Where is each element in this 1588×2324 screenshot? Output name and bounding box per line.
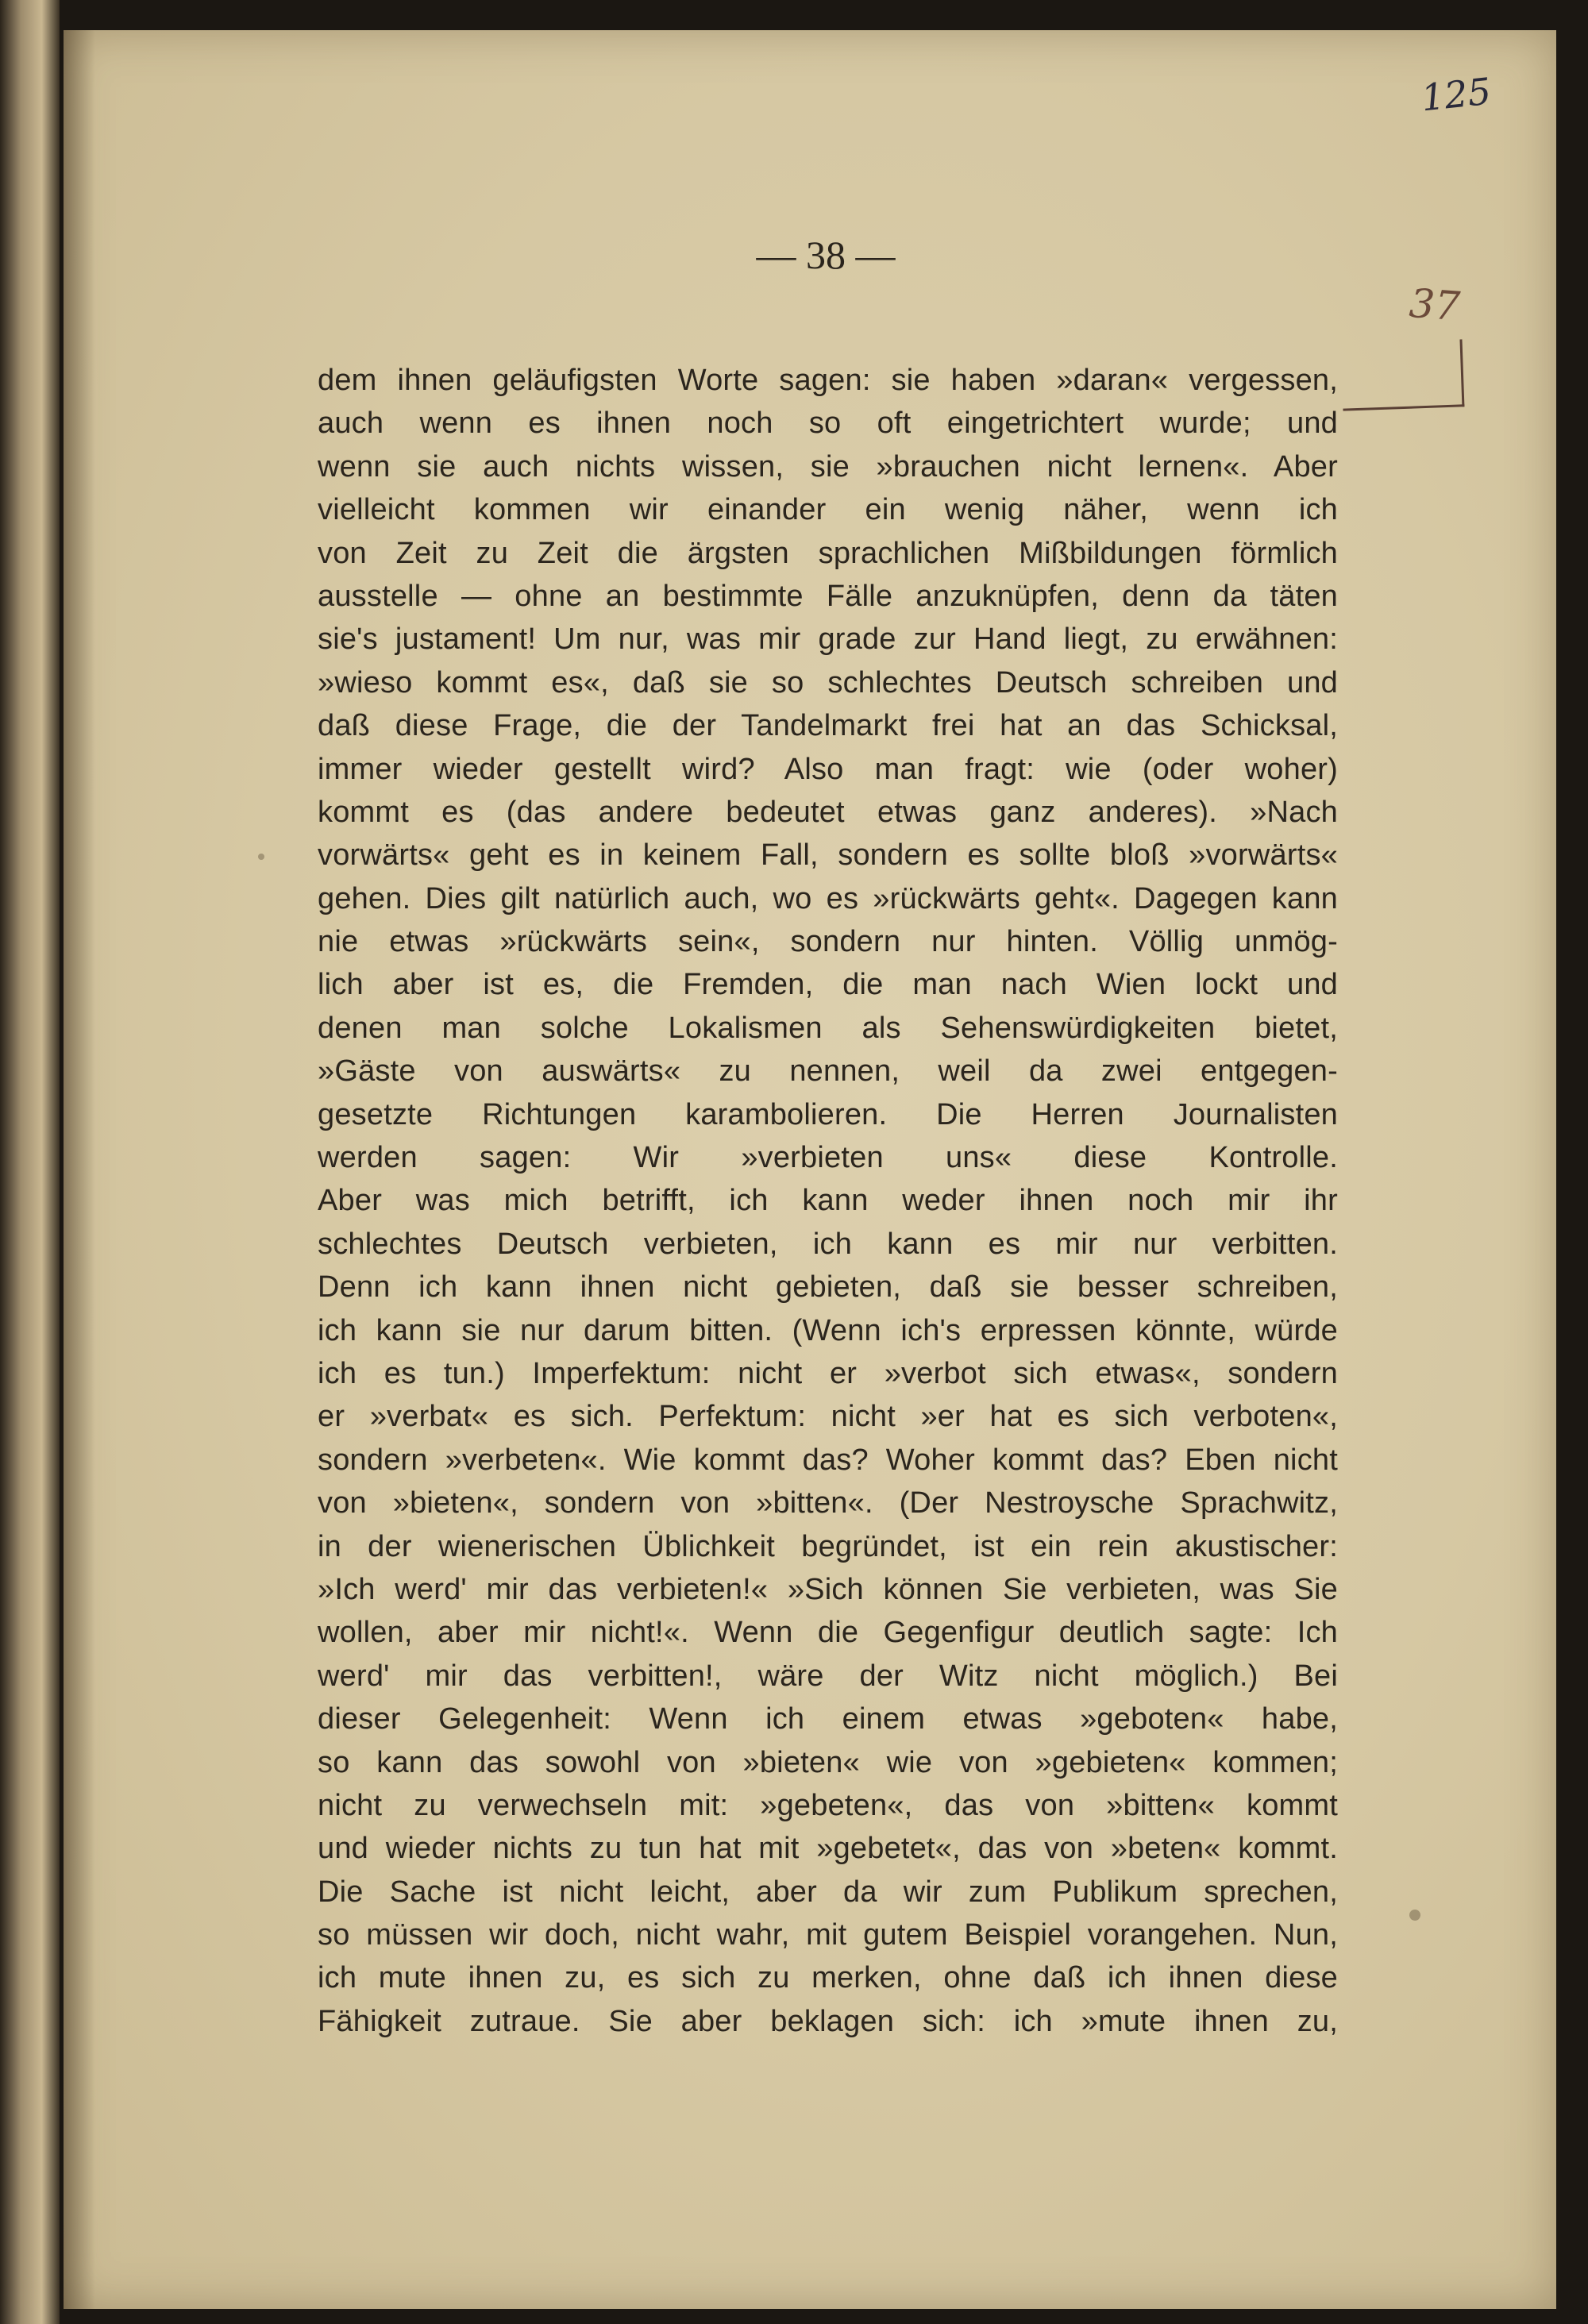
text-line: schlechtes Deutsch verbieten, ich kann es mir nur verbitten.: [318, 1227, 1338, 1261]
text-line: so kann das sowohl von »bieten« wie von »gebieten« kommen;: [318, 1745, 1338, 1779]
text-line: ich es tun.) Imperfektum: nicht er »verbot sich etwas«, sondern: [318, 1356, 1338, 1390]
text-line: ausstelle — ohne an bestimmte Fälle anzuknüpfen, denn da täten: [318, 579, 1338, 613]
text-line: gehen. Dies gilt natürlich auch, wo es »rückwärts geht«. Dagegen kann: [318, 881, 1338, 915]
text-line: daß diese Frage, die der Tandelmarkt frei hat an das Schicksal,: [318, 709, 1338, 743]
scan-binding-edge: [0, 0, 60, 2324]
gutter-shadow: [64, 30, 95, 2309]
text-line: werden sagen: Wir »verbieten uns« diese Kontrolle.: [318, 1141, 1338, 1175]
text-line: dem ihnen geläufigsten Worte sagen: sie haben »daran« vergessen,: [318, 364, 1338, 397]
text-line: auch wenn es ihnen noch so oft eingetrichtert wurde; und: [318, 407, 1338, 441]
page-number: — 38 —: [756, 233, 896, 277]
text-line: Denn ich kann ihnen nicht gebieten, daß sie besser schreiben,: [318, 1270, 1338, 1305]
text-line: Aber was mich betrifft, ich kann weder ihnen noch mir ihr: [318, 1184, 1338, 1218]
text-line: immer wieder gestellt wird? Also man fragt: wie (oder woher): [318, 752, 1338, 786]
handwritten-bracket-mark: [1341, 339, 1465, 410]
text-line: ich mute ihnen zu, es sich zu merken, ohne daß ich ihnen diese: [318, 1961, 1338, 1995]
body-text: [318, 359, 1338, 2043]
text-line: »wieso kommt es«, daß sie so schlechtes Deutsch schreiben und: [318, 665, 1338, 700]
text-line: Fähigkeit zutraue. Sie aber beklagen sich: ich »mute ihnen zu,: [318, 2004, 1338, 2038]
text-line: »Gäste von auswärts« zu nennen, weil da zwei entgegen-: [318, 1054, 1338, 1089]
text-line: so müssen wir doch, nicht wahr, mit gutem Beispiel vorangehen. Nun,: [318, 1918, 1338, 1952]
text-line: denen man solche Lokalismen als Sehenswürdigkeiten bietet,: [318, 1011, 1338, 1045]
text-line: nicht zu verwechseln mit: »gebeten«, das von »bitten« kommt: [318, 1788, 1338, 1822]
text-line: er »verbat« es sich. Perfektum: nicht »er hat es sich verboten«,: [318, 1400, 1338, 1434]
text-line: wollen, aber mir nicht!«. Wenn die Gegenfigur deutlich sagte: Ich: [318, 1616, 1338, 1650]
archive-folio-number: 125: [1419, 69, 1494, 120]
text-line: lich aber ist es, die Fremden, die man nach Wien lockt und: [318, 968, 1338, 1002]
text-line: wenn sie auch nichts wissen, sie »brauchen nicht lernen«. Aber: [318, 449, 1338, 484]
paper-speck: [1409, 1910, 1420, 1921]
text-line: vielleicht kommen wir einander ein wenig näher, wenn ich: [318, 493, 1338, 527]
text-line: nie etwas »rückwärts sein«, sondern nur hinten. Völlig unmög-: [318, 925, 1338, 959]
text-line: vorwärts« geht es in keinem Fall, sondern es sollte bloß »vorwärts«: [318, 838, 1338, 873]
text-line: in der wienerischen Üblichkeit begründet, ist ein rein akustischer:: [318, 1529, 1338, 1563]
text-line: kommt es (das andere bedeutet etwas ganz anderes). »Nach: [318, 795, 1338, 829]
paper-speck: [258, 854, 264, 860]
text-line: sie's justament! Um nur, was mir grade zur Hand liegt, zu erwähnen:: [318, 622, 1338, 657]
text-line: von Zeit zu Zeit die ärgsten sprachlichen Mißbildungen förmlich: [318, 536, 1338, 570]
text-line: gesetzte Richtungen karambolieren. Die Herren Journalisten: [318, 1097, 1338, 1131]
text-line: und wieder nichts zu tun hat mit »gebetet«, das von »beten« kommt.: [318, 1832, 1338, 1866]
text-line: sondern »verbeten«. Wie kommt das? Woher kommt das? Eben nicht: [318, 1443, 1338, 1477]
text-line: Die Sache ist nicht leicht, aber da wir zum Publikum sprechen,: [318, 1875, 1338, 1909]
text-line: von »bieten«, sondern von »bitten«. (Der Nestroysche Sprachwitz,: [318, 1486, 1338, 1520]
text-line: »Ich werd' mir das verbieten!« »Sich können Sie verbieten, was Sie: [318, 1572, 1338, 1606]
text-line: werd' mir das verbitten!, wäre der Witz nicht möglich.) Bei: [318, 1659, 1338, 1693]
text-line: dieser Gelegenheit: Wenn ich einem etwas »geboten« habe,: [318, 1702, 1338, 1736]
text-line: ich kann sie nur darum bitten. (Wenn ich's erpressen könnte, würde: [318, 1313, 1338, 1347]
handwritten-margin-number: 37: [1408, 279, 1462, 330]
